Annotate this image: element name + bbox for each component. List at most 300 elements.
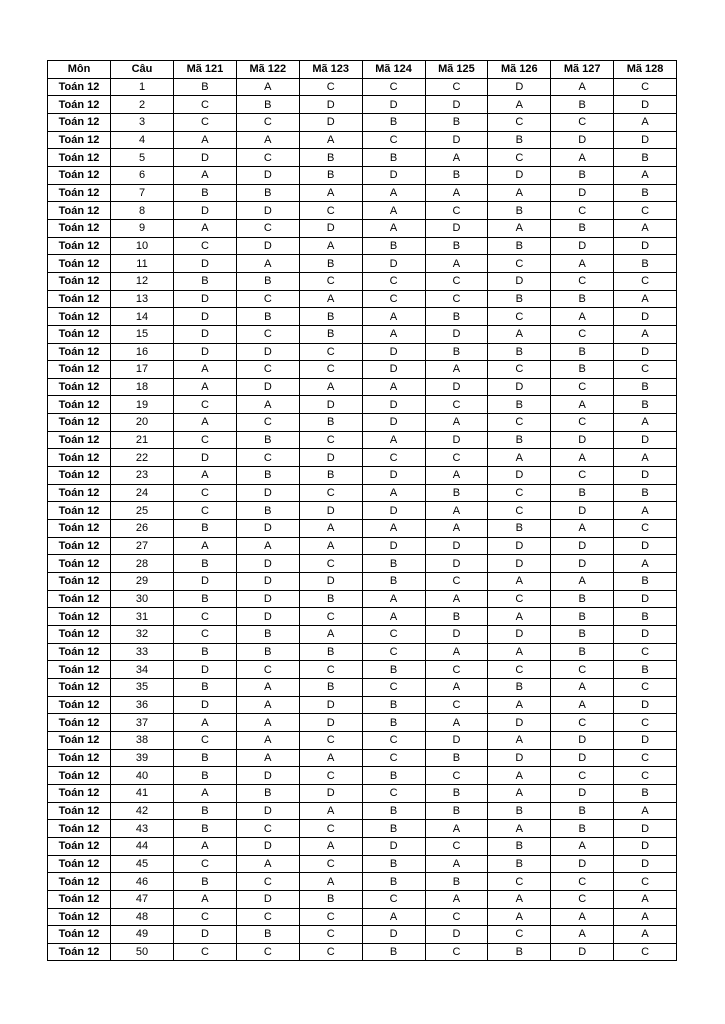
answer-cell: A <box>425 855 488 873</box>
answer-cell: C <box>236 661 299 679</box>
answer-cell: B <box>425 873 488 891</box>
answer-cell: B <box>174 820 237 838</box>
answer-cell: C <box>174 502 237 520</box>
subject-cell: Toán 12 <box>48 537 111 555</box>
answer-cell: A <box>362 184 425 202</box>
table-row <box>48 431 677 449</box>
answer-cell: D <box>174 202 237 220</box>
answer-cell: D <box>174 696 237 714</box>
answer-cell: C <box>362 749 425 767</box>
answer-cell: D <box>551 237 614 255</box>
subject-cell: Toán 12 <box>48 837 111 855</box>
subject-cell: Toán 12 <box>48 855 111 873</box>
answer-cell: A <box>425 184 488 202</box>
table-row <box>48 555 677 573</box>
subject-cell: Toán 12 <box>48 343 111 361</box>
answer-cell: A <box>174 714 237 732</box>
answer-cell: C <box>299 943 362 961</box>
answer-cell: D <box>299 219 362 237</box>
table-row <box>48 643 677 661</box>
answer-cell: D <box>362 361 425 379</box>
answer-cell: D <box>362 467 425 485</box>
subject-cell: Toán 12 <box>48 325 111 343</box>
answer-cell: A <box>174 378 237 396</box>
answer-cell: B <box>362 855 425 873</box>
answer-cell: D <box>299 784 362 802</box>
header-code-123: Mã 123 <box>299 61 362 79</box>
subject-cell: Toán 12 <box>48 113 111 131</box>
answer-cell: B <box>614 608 677 626</box>
answer-cell: C <box>299 484 362 502</box>
answer-cell: D <box>174 661 237 679</box>
answer-cell: A <box>614 890 677 908</box>
answer-cell: A <box>236 855 299 873</box>
question-number-cell: 41 <box>111 784 174 802</box>
answer-cell: B <box>236 96 299 114</box>
question-number-cell: 7 <box>111 184 174 202</box>
answer-cell: C <box>236 290 299 308</box>
answer-cell: D <box>362 837 425 855</box>
answer-cell: C <box>299 767 362 785</box>
answer-cell: A <box>362 608 425 626</box>
answer-cell: A <box>614 219 677 237</box>
answer-cell: B <box>488 131 551 149</box>
answer-cell: B <box>425 113 488 131</box>
answer-cell: A <box>614 290 677 308</box>
answer-cell: D <box>236 484 299 502</box>
subject-cell: Toán 12 <box>48 520 111 538</box>
answer-cell: A <box>299 237 362 255</box>
table-row <box>48 661 677 679</box>
answer-cell: D <box>362 166 425 184</box>
answer-cell: C <box>362 449 425 467</box>
header-question: Câu <box>111 61 174 79</box>
table-row <box>48 290 677 308</box>
answer-cell: C <box>425 943 488 961</box>
answer-cell: C <box>174 731 237 749</box>
answer-cell: A <box>551 396 614 414</box>
question-number-cell: 15 <box>111 325 174 343</box>
answer-cell: A <box>551 696 614 714</box>
answer-cell: C <box>551 873 614 891</box>
answer-cell: D <box>614 590 677 608</box>
answer-cell: B <box>174 590 237 608</box>
answer-cell: A <box>614 908 677 926</box>
answer-cell: B <box>425 237 488 255</box>
answer-cell: B <box>551 643 614 661</box>
answer-cell: A <box>488 767 551 785</box>
answer-cell: C <box>551 202 614 220</box>
answer-cell: D <box>614 731 677 749</box>
answer-cell: A <box>488 731 551 749</box>
answer-cell: B <box>362 555 425 573</box>
table-row <box>48 837 677 855</box>
table-row <box>48 802 677 820</box>
answer-cell: B <box>551 219 614 237</box>
answer-cell: C <box>425 449 488 467</box>
answer-cell: B <box>362 767 425 785</box>
answer-cell: A <box>174 467 237 485</box>
answer-cell: A <box>614 113 677 131</box>
question-number-cell: 19 <box>111 396 174 414</box>
subject-cell: Toán 12 <box>48 714 111 732</box>
answer-cell: B <box>236 626 299 644</box>
answer-cell: B <box>362 943 425 961</box>
answer-cell: D <box>551 855 614 873</box>
answer-cell: C <box>425 396 488 414</box>
answer-cell: D <box>299 502 362 520</box>
question-number-cell: 32 <box>111 626 174 644</box>
table-row <box>48 943 677 961</box>
answer-cell: D <box>614 343 677 361</box>
answer-cell: D <box>488 78 551 96</box>
answer-cell: D <box>425 378 488 396</box>
question-number-cell: 24 <box>111 484 174 502</box>
answer-cell: D <box>614 696 677 714</box>
table-row <box>48 537 677 555</box>
question-number-cell: 36 <box>111 696 174 714</box>
answer-cell: B <box>551 290 614 308</box>
answer-cell: A <box>488 573 551 591</box>
answer-cell: A <box>551 149 614 167</box>
answer-cell: C <box>425 290 488 308</box>
question-number-cell: 13 <box>111 290 174 308</box>
answer-cell: D <box>488 626 551 644</box>
answer-cell: D <box>551 537 614 555</box>
question-number-cell: 4 <box>111 131 174 149</box>
answer-cell: D <box>299 573 362 591</box>
table-row <box>48 308 677 326</box>
answer-cell: D <box>174 926 237 944</box>
question-number-cell: 29 <box>111 573 174 591</box>
question-number-cell: 21 <box>111 431 174 449</box>
table-row <box>48 820 677 838</box>
answer-cell: B <box>299 414 362 432</box>
table-row <box>48 520 677 538</box>
header-code-126: Mã 126 <box>488 61 551 79</box>
answer-cell: C <box>236 325 299 343</box>
answer-cell: D <box>236 343 299 361</box>
answer-cell: C <box>425 272 488 290</box>
subject-cell: Toán 12 <box>48 361 111 379</box>
header-row <box>48 61 677 79</box>
subject-cell: Toán 12 <box>48 237 111 255</box>
subject-cell: Toán 12 <box>48 573 111 591</box>
answer-cell: C <box>174 943 237 961</box>
answer-cell: B <box>299 325 362 343</box>
answer-cell: A <box>236 78 299 96</box>
answer-cell: A <box>425 890 488 908</box>
answer-cell: C <box>299 926 362 944</box>
answer-cell: B <box>488 520 551 538</box>
table-row <box>48 343 677 361</box>
question-number-cell: 37 <box>111 714 174 732</box>
subject-cell: Toán 12 <box>48 449 111 467</box>
answer-cell: C <box>236 361 299 379</box>
question-number-cell: 26 <box>111 520 174 538</box>
answer-cell: D <box>236 802 299 820</box>
answer-cell: A <box>425 820 488 838</box>
answer-cell: B <box>362 149 425 167</box>
answer-cell: C <box>614 678 677 696</box>
question-number-cell: 5 <box>111 149 174 167</box>
answer-cell: C <box>236 414 299 432</box>
answer-cell: B <box>236 308 299 326</box>
question-number-cell: 27 <box>111 537 174 555</box>
answer-cell: C <box>174 484 237 502</box>
answer-cell: C <box>174 626 237 644</box>
answer-cell: C <box>488 661 551 679</box>
table-row <box>48 784 677 802</box>
answer-cell: C <box>362 731 425 749</box>
answer-cell: C <box>551 714 614 732</box>
answer-cell: A <box>488 643 551 661</box>
answer-cell: D <box>299 696 362 714</box>
answer-cell: A <box>425 361 488 379</box>
table-row <box>48 908 677 926</box>
answer-cell: C <box>488 414 551 432</box>
answer-cell: A <box>299 802 362 820</box>
answer-cell: A <box>362 308 425 326</box>
answer-cell: B <box>614 484 677 502</box>
subject-cell: Toán 12 <box>48 678 111 696</box>
answer-cell: B <box>614 396 677 414</box>
answer-cell: D <box>551 943 614 961</box>
answer-cell: C <box>551 414 614 432</box>
table-row <box>48 149 677 167</box>
answer-cell: C <box>551 325 614 343</box>
question-number-cell: 50 <box>111 943 174 961</box>
answer-cell: D <box>236 608 299 626</box>
subject-cell: Toán 12 <box>48 731 111 749</box>
answer-cell: D <box>551 749 614 767</box>
answer-cell: D <box>614 820 677 838</box>
answer-cell: B <box>488 855 551 873</box>
answer-cell: A <box>299 184 362 202</box>
answer-cell: A <box>551 449 614 467</box>
table-row <box>48 696 677 714</box>
answer-cell: B <box>614 661 677 679</box>
answer-cell: B <box>236 431 299 449</box>
answer-cell: B <box>299 890 362 908</box>
answer-cell: B <box>425 802 488 820</box>
answer-cell: B <box>362 573 425 591</box>
answer-cell: C <box>614 520 677 538</box>
answer-cell: B <box>425 484 488 502</box>
answer-cell: A <box>488 890 551 908</box>
answer-cell: B <box>614 184 677 202</box>
answer-cell: D <box>299 449 362 467</box>
answer-cell: C <box>236 113 299 131</box>
answer-cell: C <box>236 908 299 926</box>
question-number-cell: 22 <box>111 449 174 467</box>
answer-cell: A <box>614 555 677 573</box>
answer-cell: B <box>299 166 362 184</box>
table-row <box>48 78 677 96</box>
answer-cell: A <box>551 308 614 326</box>
question-number-cell: 3 <box>111 113 174 131</box>
answer-cell: D <box>236 573 299 591</box>
answer-cell: B <box>299 149 362 167</box>
answer-cell: A <box>425 149 488 167</box>
table-row <box>48 855 677 873</box>
answer-cell: A <box>299 520 362 538</box>
answer-cell: A <box>488 696 551 714</box>
answer-cell: D <box>236 202 299 220</box>
answer-cell: D <box>174 255 237 273</box>
answer-cell: A <box>362 219 425 237</box>
answer-cell: B <box>425 784 488 802</box>
answer-cell: D <box>299 396 362 414</box>
table-row <box>48 325 677 343</box>
answer-cell: B <box>174 78 237 96</box>
answer-cell: D <box>236 890 299 908</box>
answer-cell: C <box>299 908 362 926</box>
answer-cell: D <box>551 131 614 149</box>
answer-cell: C <box>488 926 551 944</box>
answer-cell: B <box>174 873 237 891</box>
answer-cell: D <box>614 96 677 114</box>
answer-cell: C <box>488 255 551 273</box>
answer-cell: B <box>174 643 237 661</box>
answer-cell: A <box>236 131 299 149</box>
answer-cell: A <box>299 537 362 555</box>
question-number-cell: 18 <box>111 378 174 396</box>
answer-cell: C <box>551 378 614 396</box>
header-subject: Môn <box>48 61 111 79</box>
answer-cell: B <box>362 873 425 891</box>
answer-cell: B <box>488 290 551 308</box>
answer-cell: A <box>362 202 425 220</box>
subject-cell: Toán 12 <box>48 484 111 502</box>
answer-cell: A <box>362 431 425 449</box>
answer-cell: C <box>551 661 614 679</box>
question-number-cell: 1 <box>111 78 174 96</box>
answer-cell: C <box>299 731 362 749</box>
subject-cell: Toán 12 <box>48 255 111 273</box>
answer-cell: C <box>425 908 488 926</box>
answer-cell: D <box>236 767 299 785</box>
answer-cell: A <box>425 643 488 661</box>
answer-cell: A <box>362 908 425 926</box>
answer-cell: A <box>236 696 299 714</box>
answer-cell: A <box>425 502 488 520</box>
answer-cell: A <box>425 520 488 538</box>
answer-cell: B <box>551 608 614 626</box>
answer-cell: A <box>362 325 425 343</box>
answer-cell: B <box>614 784 677 802</box>
answer-cell: A <box>299 626 362 644</box>
answer-cell: B <box>236 926 299 944</box>
answer-cell: D <box>425 96 488 114</box>
answer-cell: B <box>614 573 677 591</box>
answer-cell: A <box>236 537 299 555</box>
answer-cell: D <box>425 131 488 149</box>
answer-cell: C <box>174 608 237 626</box>
question-number-cell: 30 <box>111 590 174 608</box>
answer-cell: B <box>236 784 299 802</box>
subject-cell: Toán 12 <box>48 131 111 149</box>
answer-cell: D <box>174 308 237 326</box>
answer-cell: D <box>614 237 677 255</box>
answer-cell: B <box>551 484 614 502</box>
answer-cell: D <box>551 184 614 202</box>
answer-cell: B <box>425 608 488 626</box>
answer-cell: B <box>174 272 237 290</box>
answer-cell: B <box>362 820 425 838</box>
table-row <box>48 166 677 184</box>
table-row <box>48 219 677 237</box>
answer-cell: D <box>614 537 677 555</box>
question-number-cell: 31 <box>111 608 174 626</box>
answer-cell: C <box>614 202 677 220</box>
answer-cell: C <box>488 361 551 379</box>
answer-cell: C <box>614 643 677 661</box>
table-row <box>48 502 677 520</box>
answer-cell: C <box>299 78 362 96</box>
answer-cell: A <box>488 325 551 343</box>
answer-cell: D <box>174 325 237 343</box>
question-number-cell: 2 <box>111 96 174 114</box>
answer-cell: D <box>174 290 237 308</box>
answer-cell: C <box>551 767 614 785</box>
answer-cell: C <box>299 820 362 838</box>
table-row <box>48 414 677 432</box>
answer-cell: A <box>174 537 237 555</box>
answer-cell: D <box>488 467 551 485</box>
answer-cell: A <box>614 502 677 520</box>
table-row <box>48 131 677 149</box>
answer-cell: D <box>236 237 299 255</box>
subject-cell: Toán 12 <box>48 873 111 891</box>
question-number-cell: 20 <box>111 414 174 432</box>
answer-cell: D <box>299 714 362 732</box>
answer-cell: B <box>488 802 551 820</box>
answer-cell: C <box>362 131 425 149</box>
answer-cell: C <box>174 96 237 114</box>
table-body <box>48 78 677 961</box>
answer-cell: D <box>362 502 425 520</box>
answer-cell: B <box>362 661 425 679</box>
answer-cell: C <box>299 661 362 679</box>
answer-cell: A <box>614 449 677 467</box>
answer-cell: A <box>174 784 237 802</box>
table-row <box>48 202 677 220</box>
answer-cell: A <box>425 678 488 696</box>
answer-cell: C <box>362 272 425 290</box>
answer-cell: A <box>425 590 488 608</box>
answer-cell: C <box>174 908 237 926</box>
answer-cell: B <box>236 272 299 290</box>
answer-cell: B <box>236 184 299 202</box>
table-row <box>48 255 677 273</box>
answer-cell: C <box>299 855 362 873</box>
answer-cell: A <box>236 714 299 732</box>
answer-cell: B <box>551 96 614 114</box>
answer-cell: D <box>174 343 237 361</box>
answer-cell: C <box>614 78 677 96</box>
answer-cell: C <box>614 767 677 785</box>
answer-cell: B <box>362 802 425 820</box>
answer-cell: B <box>551 361 614 379</box>
answer-cell: A <box>425 467 488 485</box>
question-number-cell: 46 <box>111 873 174 891</box>
subject-cell: Toán 12 <box>48 184 111 202</box>
answer-cell: C <box>488 590 551 608</box>
question-number-cell: 35 <box>111 678 174 696</box>
answer-cell: B <box>174 749 237 767</box>
answer-cell: D <box>362 255 425 273</box>
